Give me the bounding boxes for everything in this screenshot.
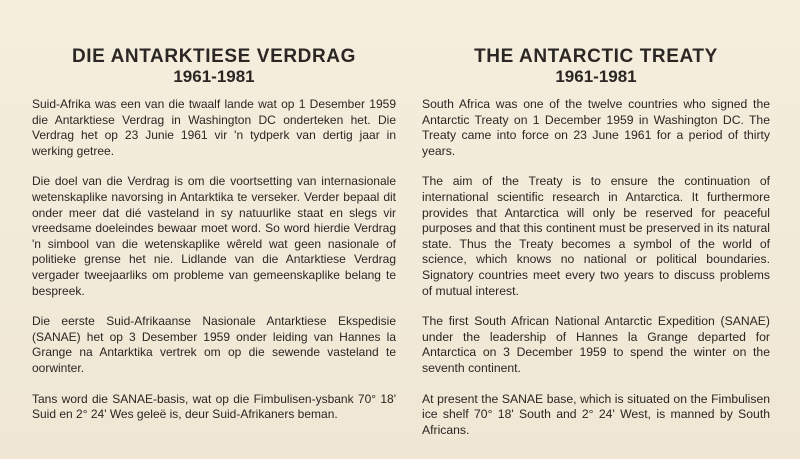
afrikaans-title: DIE ANTARKTIESE VERDRAG: [71, 46, 357, 67]
english-paragraph-3: The first South African National Antarctic Expedition (SANAE) under the leadership of Hannes la Grange departed for Antarctica on 3 December 1959 to spend the winter on the seventh continent.: [422, 314, 770, 375]
afrikaans-paragraph-3: Die eerste Suid-Afrikaanse Nasionale Antarktiese Ekspedisie (SANAE) het op 3 Desember 1959 onder leiding van Hannes la Grange na Antarktika vertrek om op die sewende vasteland te oorwinter.: [32, 314, 396, 375]
english-paragraph-4: At present the SANAE base, which is situated on the Fimbulisen ice shelf 70° 18' South and 2° 24' West, is manned by South Africans.: [422, 391, 770, 437]
afrikaans-paragraph-4: Tans word die SANAE-basis, wat op die Fimbulisen-ysbank 70° 18' Suid en 2° 24' Wes geleë is, deur Suid-Afrikaners beman.: [32, 391, 396, 422]
english-title: THE ANTARCTIC TREATY: [474, 46, 718, 67]
afrikaans-paragraph-1: Suid-Afrika was een van die twaalf lande wat op 1 Desember 1959 die Antarktiese Verdrag in Washington DC onderteken het. Die Verdrag het op 23 Junie 1961 vir 'n tydperk van dertig jaar in werking getree.: [32, 97, 396, 158]
afrikaans-paragraph-2: Die doel van die Verdrag is om die voortsetting van internasionale wetenskaplike navorsing in Antarktika te verseker. Verder bepaal dit onder meer dat dié vasteland in sy natuurlike staat en slegs vir vreedsame doeleindes bewaar moet word. So word hierdie Verdrag 'n simbool van die wetenskaplike wêreld wat geen nasionale of politieke grense het nie. Lidlande van die Antarktiese Verdrag vergader tweejaarliks om probleme van gemeenskaplike belang te bespreek.: [32, 174, 396, 298]
english-paragraph-2: The aim of the Treaty is to ensure the continuation of international scientific research in Antarctica. It furthermore provides that Antarctica will only be reserved for peaceful purposes and that this continent must be preserved in its natural state. Thus the Treaty becomes a symbol of the world of science, which knows no national or political boundaries. Signatory countries meet every two years to discuss problems of mutual interest.: [422, 174, 770, 298]
afrikaans-years: 1961-1981: [173, 67, 255, 86]
english-paragraph-1: South Africa was one of the twelve countries who signed the Antarctic Treaty on 1 December 1959 in Washington DC. The Treaty came into force on 23 June 1961 for a period of thirty years.: [422, 97, 770, 158]
afrikaans-column: [32, 46, 396, 438]
english-years: 1961-1981: [555, 67, 637, 86]
english-column: [422, 46, 770, 453]
